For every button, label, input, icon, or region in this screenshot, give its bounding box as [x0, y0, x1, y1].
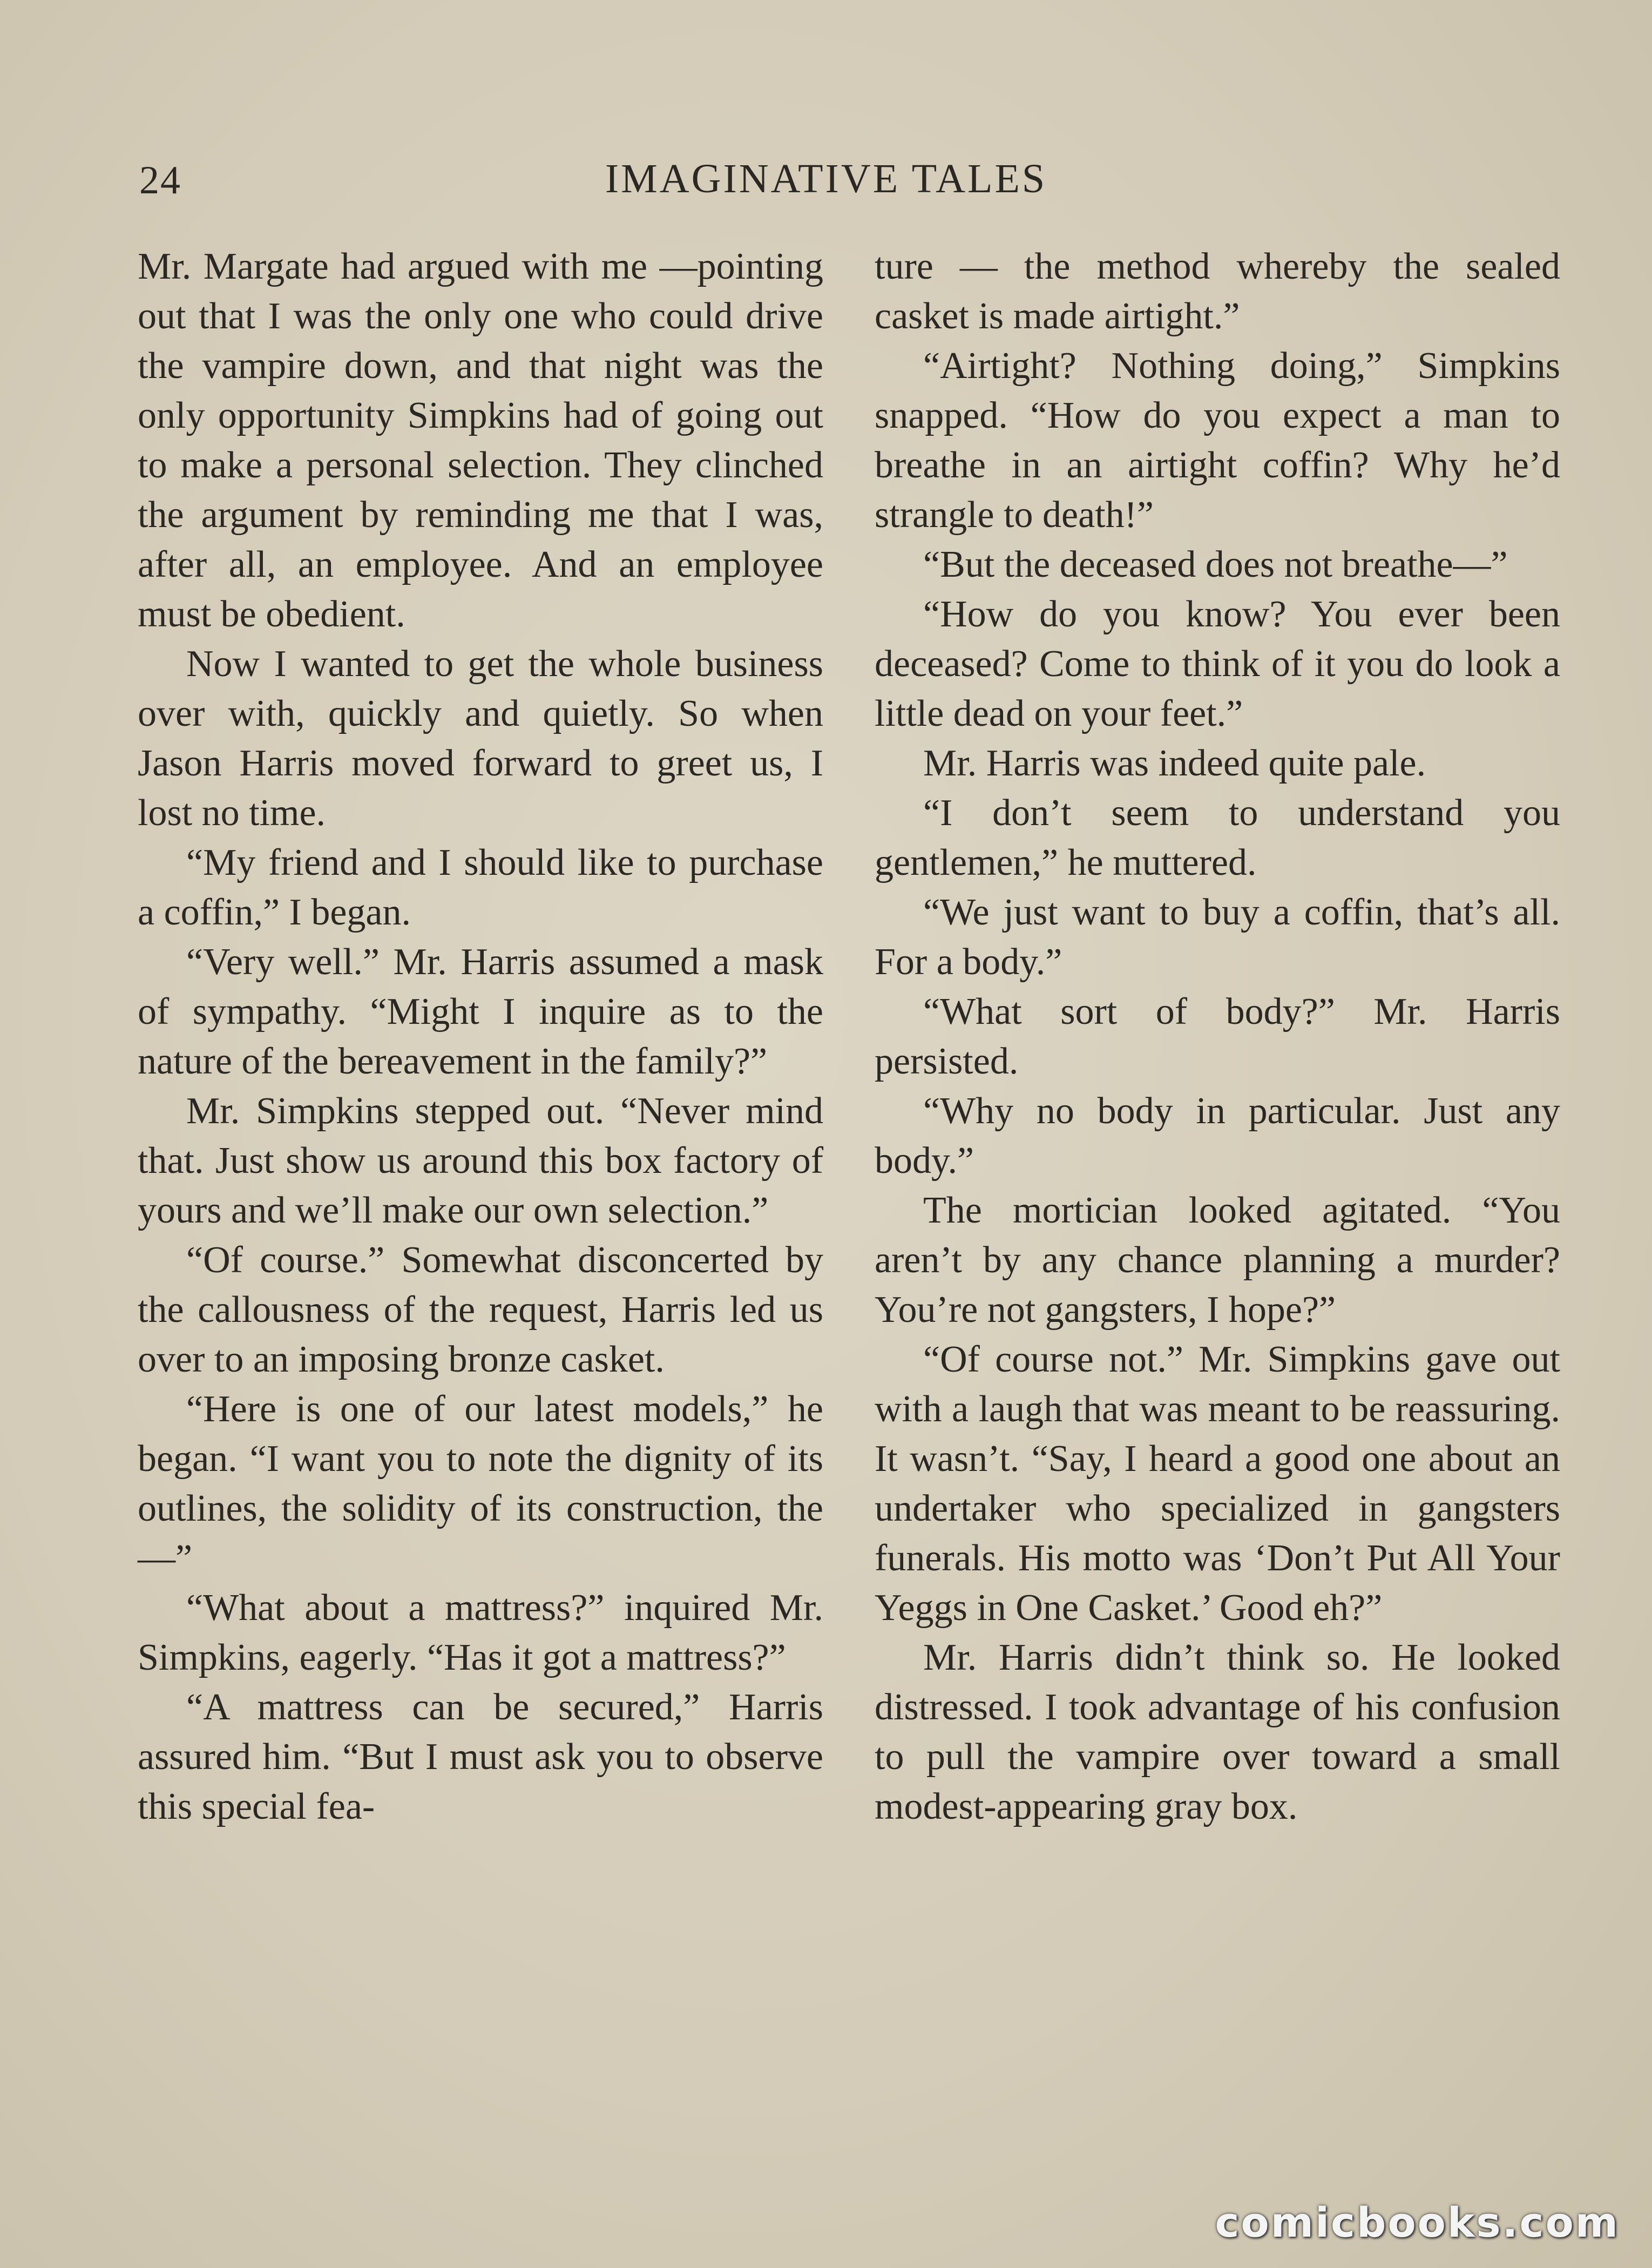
left-column — [138, 242, 823, 1832]
paragraph: “Of course not.” Mr. Simpkins gave out with a laugh that was meant to be reassuring. It wasn’t. “Say, I heard a good one about an undertaker who specialized in gangsters funerals. His motto was ‘Don’t Put All Your Yeggs in One Casket.’ Good eh?” — [875, 1339, 1560, 1629]
paragraph: Mr. Margate had argued with me —pointing out that I was the only one who could drive the vampire down, and that night was the only opportunity Simpkins had of going out to make a personal selection. They clinched the argument by reminding me that I was, after all, an employee. And an employee must be obedient. — [138, 246, 823, 635]
paragraph: “A mattress can be secured,” Harris assured him. “But I must ask you to observe this special fea- — [138, 1686, 823, 1827]
paragraph: “Very well.” Mr. Harris assumed a mask of sympathy. “Might I inquire as to the nature of the bereavement in the family?” — [138, 941, 823, 1082]
paragraph: Mr. Harris was indeed quite pale. — [923, 742, 1426, 784]
paragraph: “How do you know? You ever been deceased? Come to think of it you do look a little dead on your feet.” — [875, 593, 1560, 734]
page-number: 24 — [139, 158, 181, 202]
running-head-title: IMAGINATIVE TALES — [605, 156, 1047, 201]
right-column — [875, 242, 1560, 1832]
paragraph: ture — the method whereby the sealed casket is made airtight.” — [875, 246, 1560, 337]
site-watermark: comicbooks.com — [1215, 2198, 1620, 2246]
paragraph: “I don’t seem to understand you gentlemen,” he muttered. — [875, 792, 1560, 883]
paragraph: “We just want to buy a coffin, that’s all. For a body.” — [875, 892, 1560, 983]
paragraph: “My friend and I should like to purchase a coffin,” I began. — [138, 842, 823, 933]
paragraph: “What sort of body?” Mr. Harris persisted. — [875, 991, 1560, 1082]
paragraph: “Airtight? Nothing doing,” Simpkins snapped. “How do you expect a man to breathe in an airtight coffin? Why he’d strangle to death!” — [875, 345, 1560, 536]
paragraph: “Here is one of our latest models,” he began. “I want you to note the dignity of its outlines, the solidity of its construction, the—” — [138, 1388, 823, 1579]
paragraph: “What about a mattress?” inquired Mr. Simpkins, eagerly. “Has it got a mattress?” — [138, 1587, 823, 1678]
paragraph: “Why no body in particular. Just any body.” — [875, 1090, 1560, 1182]
paragraph: The mortician looked agitated. “You aren’t by any chance planning a murder? You’re not gangsters, I hope?” — [875, 1190, 1560, 1331]
paragraph: Mr. Harris didn’t think so. He looked distressed. I took advantage of his confusion to pull the vampire over toward a small modest-appearing gray box. — [875, 1637, 1560, 1827]
paragraph: Mr. Simpkins stepped out. “Never mind that. Just show us around this box factory of yours and we’ll make our own selection.” — [138, 1090, 823, 1231]
paragraph: “But the deceased does not breathe—” — [923, 544, 1508, 585]
paragraph: “Of course.” Somewhat disconcerted by the callousness of the request, Harris led us over to an imposing bronze casket. — [138, 1239, 823, 1380]
paragraph: Now I wanted to get the whole business over with, quickly and quietly. So when Jason Harris moved forward to greet us, I lost no time. — [138, 643, 823, 834]
